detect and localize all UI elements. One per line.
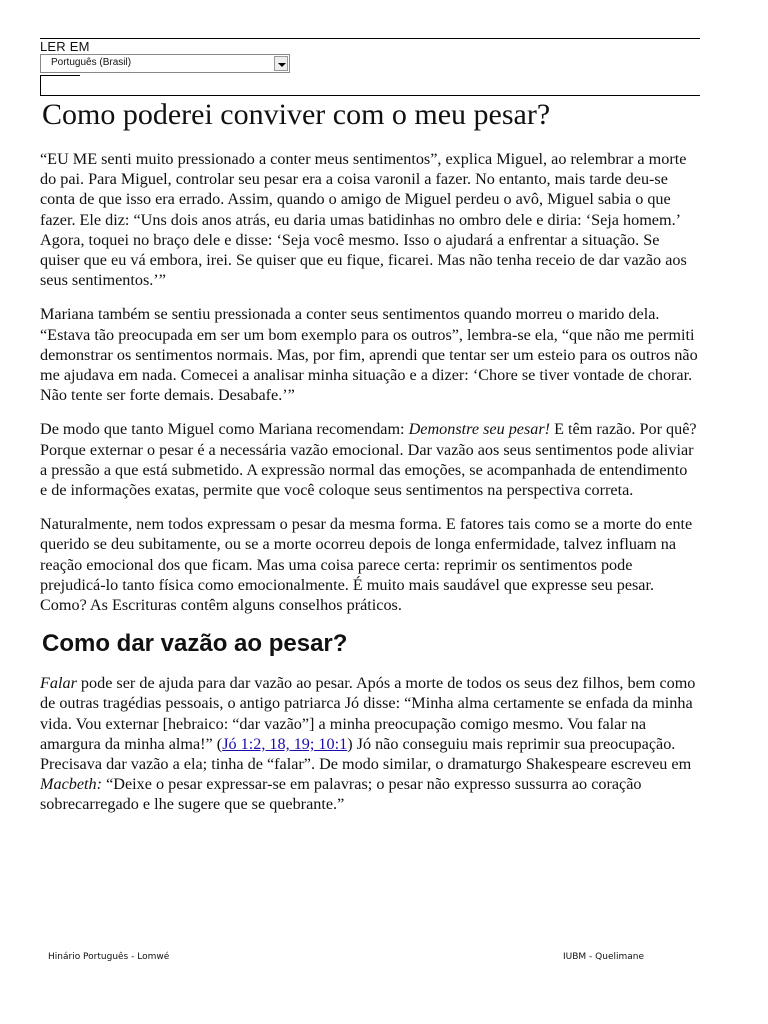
paragraph-4: Naturalmente, nem todos expressam o pesar da mesma forma. E fatores tais como se a morte do ente querido se deu subitamente, ou se a morte ocorreu depois de longa enfermidade, talvez influam na reação emocional dos que ficam. Mas uma coisa parece certa: reprimir os sentimentos pode prejudicá-lo tanto física como emocionalmente. É muito mais saudável que expresse seu pesar. Como? As Escrituras contêm alguns conselhos práticos. xyxy=(40,515,693,615)
section-heading: Como dar vazão ao pesar? xyxy=(42,630,348,658)
language-selected-value: Português (Brasil) xyxy=(51,57,132,68)
paragraph-5-text-a: pode ser de ajuda para dar vazão ao pesar. Após a morte de todos os seus dez filhos, bem como de outras tragédias pessoais, o antigo patriarca Jó disse: “Minha alma certamente se enfada da minha vida. Vou externar [hebraico: “dar vazão”] a minha preocupação comigo mesmo. Vou falar na amargura da minha alma!” ( xyxy=(40,674,696,753)
read-in-label: LER EM xyxy=(40,39,90,54)
chevron-down-icon[interactable] xyxy=(274,56,288,71)
paragraph-1: “EU ME senti muito pressionado a conter meus sentimentos”, explica Miguel, ao relembrar a morte do pai. Para Miguel, controlar seu pesar era a coisa varonil a fazer. No entanto, mais tarde deu-se conta de que isso era errado. Assim, quando o amigo de Miguel perdeu o avô, Miguel sabia o que fazer. Ele diz: “Uns dois anos atrás, eu daria umas batidinhas no ombro dele e diria: ‘Seja homem.’ Agora, toquei no braço dele e disse: ‘Seja você mesmo. Isso o ajudará a enfrentar a situação. Se quiser que eu vá embora, irei. Se quiser que eu fique, ficarei. Mas não tenha receio de dar vazão aos seus sentimentos.’” xyxy=(40,150,687,290)
paragraph-3-text-a: De modo que tanto Miguel como Mariana recomendam: xyxy=(40,420,409,439)
paragraph-5-emphasis-1: Falar xyxy=(40,674,77,693)
footer-left-text: Hinário Português - Lomwé xyxy=(48,952,170,962)
paragraph-3-emphasis: Demonstre seu pesar! xyxy=(408,420,551,439)
paragraph-3-text-b: E têm razão. Por quê? Porque externar o pesar é a necessária vazão emocional. Dar vazão aos seus sentimentos pode aliviar a pressão a que está submetido. A expressão normal das emoções, se acompanhada de entendimento e de informações exatas, permite que você coloque seus sentimentos na perspectiva correta. xyxy=(40,420,697,500)
paragraph-5-text-b: ) Jó não conseguiu mais reprimir sua preocupação. Precisava dar vazão a ela; tinha de “falar”. De modo similar, o dramaturgo Shakespeare escreveu em xyxy=(40,734,692,774)
article-body xyxy=(40,149,698,829)
scripture-reference-link[interactable]: Jó 1:2, 18, 19; 10:1 xyxy=(222,734,348,753)
header-divider xyxy=(80,95,700,96)
paragraph-2: Mariana também se sentiu pressionada a conter seus sentimentos quando morreu o marido dela. “Estava tão preocupada em ser um bom exemplo para os outros”, lembra-se ela, “que não me permiti demonstrar os sentimentos normais. Mas, por fim, aprendi que tentar ser um esteio para os outros não me ajudava em nada. Comecei a analisar minha situação e a dizer: ‘Chore se tiver vontade de chorar. Não tente ser forte demais. Desabafe.’” xyxy=(40,305,698,405)
paragraph-3 xyxy=(40,419,698,500)
footer-right-text: IUBM - Quelimane xyxy=(563,952,644,962)
paragraph-5-text-c: “Deixe o pesar expressar-se em palavras; o pesar não expresso sussurra ao coração sobrecarregado e lhe sugere que se quebrante.” xyxy=(40,775,642,814)
paragraph-5 xyxy=(40,673,698,814)
paragraph-5-emphasis-2: Macbeth: xyxy=(40,775,103,794)
page-title: Como poderei conviver com o meu pesar? xyxy=(42,98,551,131)
language-submit-box[interactable] xyxy=(40,75,80,96)
language-select[interactable] xyxy=(40,54,290,73)
top-divider xyxy=(40,38,700,39)
